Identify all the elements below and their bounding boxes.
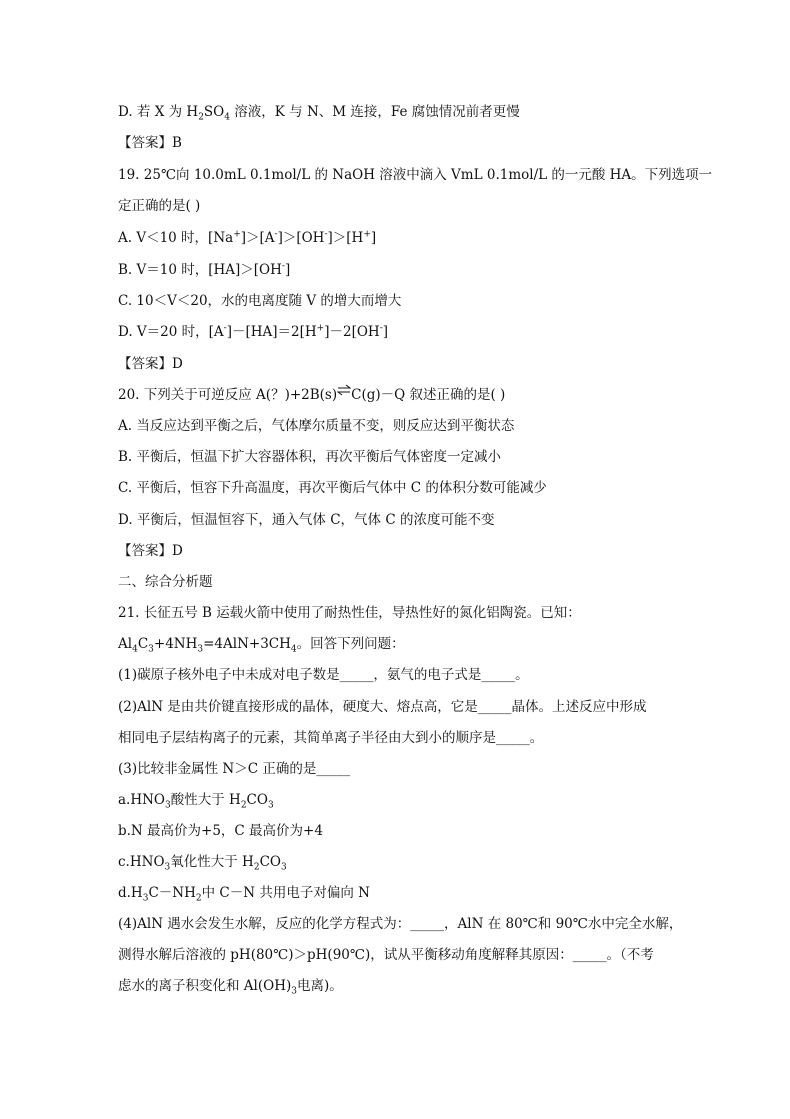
reversible-arrow-icon xyxy=(337,387,351,401)
q19-option-c: C. 10＜V＜20，水的电离度随 V 的增大而增大 xyxy=(118,293,402,309)
q19-stem-line1: 19. 25℃向 10.0mL 0.1mol/L 的 NaOH 溶液中滴入 VmL 0.1mol/L 的一元酸 HA。下列选项一 xyxy=(118,167,713,183)
q20-stem: 20. 下列关于可逆反应 A(？)+2B(s) C(g)－Q 叙述正确的是( ) xyxy=(118,387,506,403)
q21-equation: $Al_4C_3+4NH_3=4AlN+3CH_4$。回答下列问题： xyxy=(118,636,405,655)
q19-answer: 【答案】D xyxy=(118,356,183,372)
q20-option-b: B. 平衡后，恒温下扩大容器体积，再次平衡后气体密度一定减小 xyxy=(118,449,502,465)
q21-opt-c: $c.HNO_3$氧化性大于 $H_2CO_3$ xyxy=(118,854,287,873)
q21-sub4-line3: 虑水的离子积变化和 $Al(OH)_3$电离)。 xyxy=(118,978,343,997)
section-title: 二、综合分析题 xyxy=(118,574,213,590)
q21-sub1: (1)碳原子核外电子中未成对电子数是_____，氨气的电子式是_____。 xyxy=(118,667,529,683)
q18-option-d: D. 若 X 为 $H_2SO_4$ 溶液，K 与 N、M 连接，Fe 腐蚀情况前者更慢 xyxy=(118,104,520,123)
q20-option-c: C. 平衡后，恒容下升高温度，再次平衡后气体中 C 的体积分数可能减少 xyxy=(118,480,547,496)
q19-option-d: D. V＝20 时，[A-]－[HA]＝2[H+]－2[OH-] xyxy=(118,323,389,340)
q21-opt-a: $a.HNO_3$酸性大于 $H_2CO_3$ xyxy=(118,792,274,811)
q18-answer: 【答案】B xyxy=(118,135,182,151)
q21-sub2-line1: (2)AlN 是由共价键直接形成的晶体，硬度大、熔点高，它是_____晶体。上述反应中形成 xyxy=(118,699,647,715)
q20-answer: 【答案】D xyxy=(118,543,183,559)
q21-stem-line1: 21. 长征五号 B 运载火箭中使用了耐热性佳，导热性好的氮化铝陶瓷。已知： xyxy=(118,605,581,621)
q21-opt-d: $d.H_3C-NH_2$中 C－N 共用电子对偏向 N xyxy=(118,885,370,904)
q20-option-a: A. 当反应达到平衡之后，气体摩尔质量不变，则反应达到平衡状态 xyxy=(118,418,515,434)
q19-stem-line2: 定正确的是( ) xyxy=(118,198,201,214)
q21-sub4-line2: 测得水解后溶液的 pH(80℃)＞pH(90℃)，试从平衡移动角度解释其原因：_____。（不考 xyxy=(118,947,654,963)
q21-opt-b: b.N 最高价为+5，C 最高价为+4 xyxy=(118,823,323,839)
q20-option-d: D. 平衡后，恒温恒容下，通入气体 C，气体 C 的浓度可能不变 xyxy=(118,512,495,528)
q21-sub2-line2: 相同电子层结构离子的元素，其简单离子半径由大到小的顺序是_____。 xyxy=(118,730,544,746)
q21-sub3: (3)比较非金属性 N＞C 正确的是_____ xyxy=(118,761,351,777)
q21-sub4-line1: (4)AlN 遇水会发生水解，反应的化学方程式为：_____，AlN 在 80℃和 90℃水中完全水解， xyxy=(118,916,683,932)
q19-option-b: B. V＝10 时，[HA]＞[OH-] xyxy=(118,261,291,278)
q19-option-a: A. V＜10 时，[Na+]＞[A-]＞[OH-]＞[H+] xyxy=(118,229,377,246)
